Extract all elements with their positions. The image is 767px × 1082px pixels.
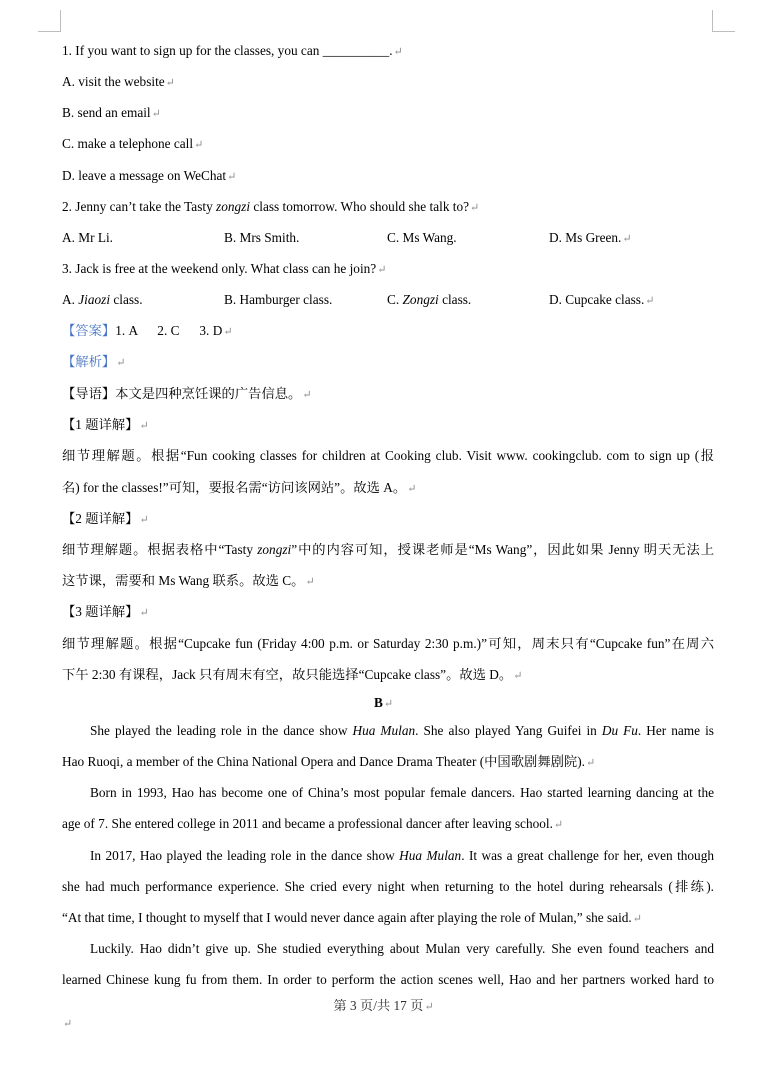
question-2-option-a: A. Mr Li. (62, 230, 113, 245)
question-1-option-b: B. send an email↵ (62, 105, 161, 120)
return-mark-icon: ↵ (622, 233, 632, 245)
return-mark-icon: ↵ (553, 819, 564, 831)
detail-3-line-1: 细节理解题。根据“Cupcake fun (Friday 4:00 p.m. or Saturday 2:30 p.m.)”可知，周末只有“Cupcake fun”在周六 (62, 636, 714, 651)
return-mark-icon: ↵ (139, 607, 149, 619)
return-mark-icon: ↵ (470, 202, 480, 214)
detail-3-heading: 【3 题详解】↵ (62, 604, 149, 619)
question-3-option-a: A. Jiaozi class. (62, 292, 143, 307)
question-2-option-c: C. Ms Wang. (387, 230, 457, 245)
question-2-option-b: B. Mrs Smith. (224, 230, 300, 245)
trailing-paragraph-mark (62, 1014, 72, 1033)
return-mark-icon: ↵ (393, 46, 403, 58)
passage-p2-line-2: age of 7. She entered college in 2011 and became a professional dancer after leaving school.↵ (62, 816, 564, 831)
detail-1-line-2: 名) for the classes!”可知，要报名需“访问该网站”。故选 A。↵ (62, 480, 417, 495)
question-3-stem: 3. Jack is free at the weekend only. What class can he join?↵ (62, 261, 387, 276)
return-mark-icon: ↵ (151, 108, 161, 120)
crop-mark-top-right (712, 10, 713, 32)
question-1-option-d: D. leave a message on WeChat↵ (62, 168, 237, 183)
detail-1-heading: 【1 题详解】↵ (62, 417, 149, 432)
return-mark-icon: ↵ (194, 139, 204, 151)
return-mark-icon: ↵ (513, 670, 523, 682)
detail-2-line-2: 这节课，需要和 Ms Wang 联系。故选 C。↵ (62, 573, 315, 588)
detail-2-line-1: 细节理解题。根据表格中“Tasty zongzi”中的内容可知，授课老师是“Ms Wang”，因此如果 Jenny 明天无法上 (62, 542, 715, 557)
section-b-heading: B↵ (373, 695, 394, 710)
return-mark-icon: ↵ (302, 389, 312, 401)
question-3-option-b: B. Hamburger class. (224, 292, 333, 307)
return-mark-icon: ↵ (139, 514, 149, 526)
detail-2-heading: 【2 题详解】↵ (62, 511, 149, 526)
analysis-tag: 【解析】 (62, 354, 116, 369)
question-3-option-c: C. Zongzi class. (387, 292, 472, 307)
question-1-option-c: C. make a telephone call↵ (62, 136, 204, 151)
answer-tag: 【答案】 (62, 323, 116, 338)
return-mark-icon: ↵ (227, 171, 237, 183)
return-mark-icon: ↵ (383, 698, 394, 710)
crop-mark-top-right-h (712, 31, 735, 32)
page-footer: 第 3 页/共 17 页↵ (333, 998, 434, 1013)
crop-mark-top-left-h (38, 31, 61, 32)
guide-line: 【导语】本文是四种烹饪课的广告信息。↵ (62, 386, 312, 401)
return-mark-icon: ↵ (585, 757, 596, 769)
return-mark-icon: ↵ (305, 576, 315, 588)
question-1-stem: 1. If you want to sign up for the classes, you can __________.↵ (62, 43, 403, 58)
question-1-option-a: A. visit the website↵ (62, 74, 175, 89)
passage-p2-line-1: Born in 1993, Hao has become one of China’s most popular female dancers. Hao started learning dancing at the (90, 785, 714, 800)
passage-p4-line-2: learned Chinese kung fu from them. In order to perform the action scenes well, Hao and her partners worked hard to (62, 972, 714, 987)
analysis-line (62, 353, 125, 372)
passage-p3-line-2: she had much performance experience. She cried every night when returning to the hotel during rehearsals (排练). (62, 879, 714, 894)
detail-1-line-1: 细节理解题。根据“Fun cooking classes for children at Cooking club. Visit www. cookingclub. com to sign up (报 (62, 448, 714, 463)
return-mark-icon: ↵ (377, 264, 387, 276)
return-mark-icon: ↵ (645, 295, 655, 307)
return-mark-icon: ↵ (424, 1001, 434, 1013)
passage-p1-line-2: Hao Ruoqi, a member of the China National Opera and Dance Drama Theater (中国歌剧舞剧院).↵ (62, 754, 596, 769)
question-2-option-d: D. Ms Green.↵ (549, 230, 632, 245)
passage-p3-line-3: “At that time, I thought to myself that I would never dance again after playing the role of Mulan,” she said.↵ (62, 910, 642, 925)
return-mark-icon: ↵ (139, 420, 149, 432)
passage-p3-line-1: In 2017, Hao played the leading role in the dance show Hua Mulan. It was a great challenge for her, even though (90, 848, 714, 863)
return-mark-icon: ↵ (63, 1018, 73, 1030)
crop-mark-top-left (60, 10, 61, 32)
question-2-stem: 2. Jenny can’t take the Tasty zongzi class tomorrow. Who should she talk to?↵ (62, 199, 480, 214)
return-mark-icon: ↵ (116, 357, 126, 369)
return-mark-icon: ↵ (407, 483, 417, 495)
question-3-option-d: D. Cupcake class.↵ (549, 292, 655, 307)
return-mark-icon: ↵ (223, 326, 233, 338)
passage-p4-line-1: Luckily. Hao didn’t give up. She studied everything about Mulan very carefully. She even found teachers and (90, 941, 714, 956)
return-mark-icon: ↵ (165, 77, 175, 89)
detail-3-line-2: 下午 2:30 有课程，Jack 只有周末有空，故只能选择“Cupcake class”。故选 D。↵ (62, 667, 523, 682)
passage-p1-line-1: She played the leading role in the dance show Hua Mulan. She also played Yang Guifei in Du Fu. Her name is (90, 723, 714, 738)
answer-line: 【答案】1. A 2. C 3. D↵ (62, 323, 233, 338)
return-mark-icon: ↵ (632, 913, 642, 925)
